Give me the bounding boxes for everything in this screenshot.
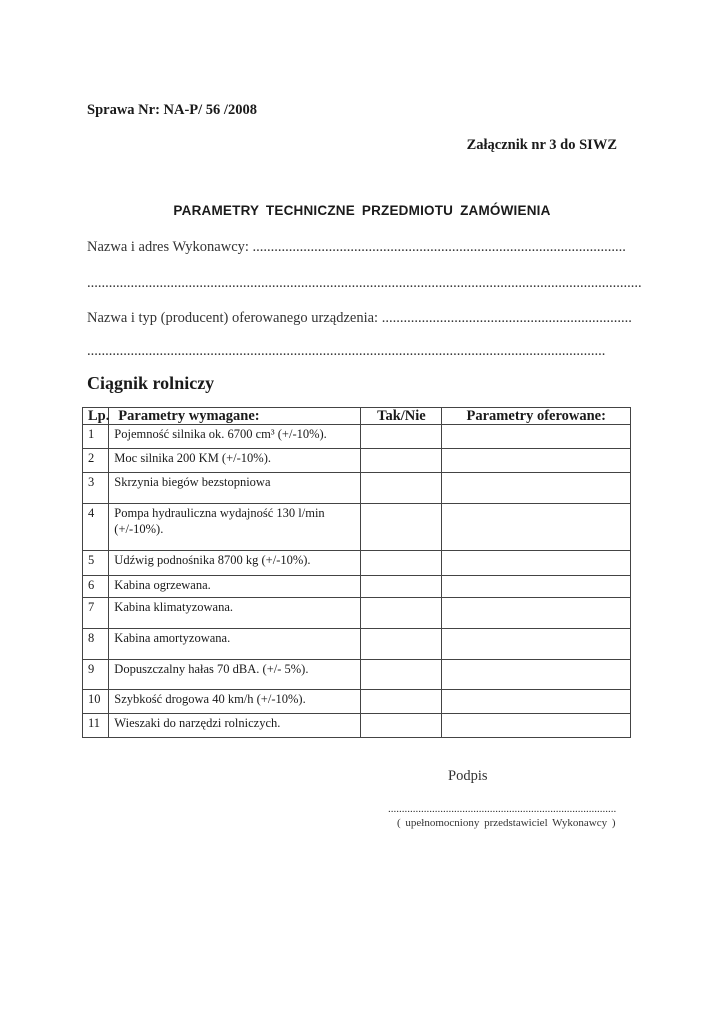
table-row bbox=[83, 449, 631, 473]
yes-no-cell[interactable] bbox=[361, 449, 442, 473]
row-parameter: Wieszaki do narzędzi rolniczych. bbox=[109, 714, 361, 738]
table-row bbox=[83, 629, 631, 660]
offered-cell[interactable] bbox=[442, 690, 631, 714]
signature-line: ................................................................................... bbox=[388, 803, 617, 815]
section-title: Ciągnik rolniczy bbox=[87, 373, 215, 393]
header-yes-no: Tak/Nie bbox=[361, 408, 442, 425]
document-title: PARAMETRY TECHNICZNE PRZEDMIOTU ZAMÓWIENIA bbox=[173, 203, 551, 218]
offered-cell[interactable] bbox=[442, 504, 631, 551]
table-row bbox=[83, 660, 631, 690]
row-parameter: Pojemność silnika ok. 6700 cm³ (+/-10%). bbox=[109, 425, 361, 449]
offered-cell[interactable] bbox=[442, 598, 631, 629]
row-parameter: Skrzynia biegów bezstopniowa bbox=[109, 473, 361, 504]
row-number: 2 bbox=[83, 449, 109, 473]
row-parameter: Kabina klimatyzowana. bbox=[109, 598, 361, 629]
table-row bbox=[83, 504, 631, 551]
offered-cell[interactable] bbox=[442, 629, 631, 660]
device-name-field: Nazwa i typ (producent) oferowanego urządzenia: ..................................................................... bbox=[87, 310, 632, 326]
header-required-params: Parametry wymagane: bbox=[109, 408, 361, 425]
table-row bbox=[83, 690, 631, 714]
offered-cell[interactable] bbox=[442, 473, 631, 504]
offered-cell[interactable] bbox=[442, 660, 631, 690]
device-name-field-continuation: ............................................................................................................................................... bbox=[87, 343, 606, 359]
signature-caption: ( upełnomocniony przedstawiciel Wykonawcy ) bbox=[397, 817, 616, 829]
header-offered-params: Parametry oferowane: bbox=[442, 408, 631, 425]
contractor-name-field: Nazwa i adres Wykonawcy: ....................................................................................................... bbox=[87, 239, 626, 255]
table-row bbox=[83, 714, 631, 738]
table-row bbox=[83, 425, 631, 449]
row-number: 3 bbox=[83, 473, 109, 504]
table-row bbox=[83, 551, 631, 576]
yes-no-cell[interactable] bbox=[361, 660, 442, 690]
parameters-table bbox=[82, 407, 631, 738]
annex-label: Załącznik nr 3 do SIWZ bbox=[466, 137, 617, 153]
signature-label: Podpis bbox=[448, 768, 488, 784]
row-number: 4 bbox=[83, 504, 109, 551]
row-number: 8 bbox=[83, 629, 109, 660]
row-parameter: Kabina ogrzewana. bbox=[109, 576, 361, 598]
row-parameter: Pompa hydrauliczna wydajność 130 l/min (+/-10%). bbox=[109, 504, 361, 551]
row-number: 7 bbox=[83, 598, 109, 629]
offered-cell[interactable] bbox=[442, 714, 631, 738]
yes-no-cell[interactable] bbox=[361, 551, 442, 576]
yes-no-cell[interactable] bbox=[361, 425, 442, 449]
yes-no-cell[interactable] bbox=[361, 576, 442, 598]
row-parameter: Udźwig podnośnika 8700 kg (+/-10%). bbox=[109, 551, 361, 576]
row-parameter: Moc silnika 200 KM (+/-10%). bbox=[109, 449, 361, 473]
row-number: 10 bbox=[83, 690, 109, 714]
table-row bbox=[83, 598, 631, 629]
yes-no-cell[interactable] bbox=[361, 690, 442, 714]
yes-no-cell[interactable] bbox=[361, 714, 442, 738]
row-parameter: Szybkość drogowa 40 km/h (+/-10%). bbox=[109, 690, 361, 714]
row-parameter: Kabina amortyzowana. bbox=[109, 629, 361, 660]
offered-cell[interactable] bbox=[442, 576, 631, 598]
row-number: 9 bbox=[83, 660, 109, 690]
table-header-row bbox=[83, 408, 631, 425]
yes-no-cell[interactable] bbox=[361, 598, 442, 629]
yes-no-cell[interactable] bbox=[361, 629, 442, 660]
table-row bbox=[83, 576, 631, 598]
row-number: 6 bbox=[83, 576, 109, 598]
table-row bbox=[83, 473, 631, 504]
row-parameter: Dopuszczalny hałas 70 dBA. (+/- 5%). bbox=[109, 660, 361, 690]
offered-cell[interactable] bbox=[442, 425, 631, 449]
row-number: 5 bbox=[83, 551, 109, 576]
offered-cell[interactable] bbox=[442, 551, 631, 576]
offered-cell[interactable] bbox=[442, 449, 631, 473]
case-number: Sprawa Nr: NA-P/ 56 /2008 bbox=[87, 102, 257, 118]
yes-no-cell[interactable] bbox=[361, 473, 442, 504]
row-number: 11 bbox=[83, 714, 109, 738]
contractor-name-field-continuation: ......................................................................................................................................................... bbox=[87, 275, 642, 291]
row-number: 1 bbox=[83, 425, 109, 449]
yes-no-cell[interactable] bbox=[361, 504, 442, 551]
header-lp: Lp. bbox=[83, 408, 109, 425]
